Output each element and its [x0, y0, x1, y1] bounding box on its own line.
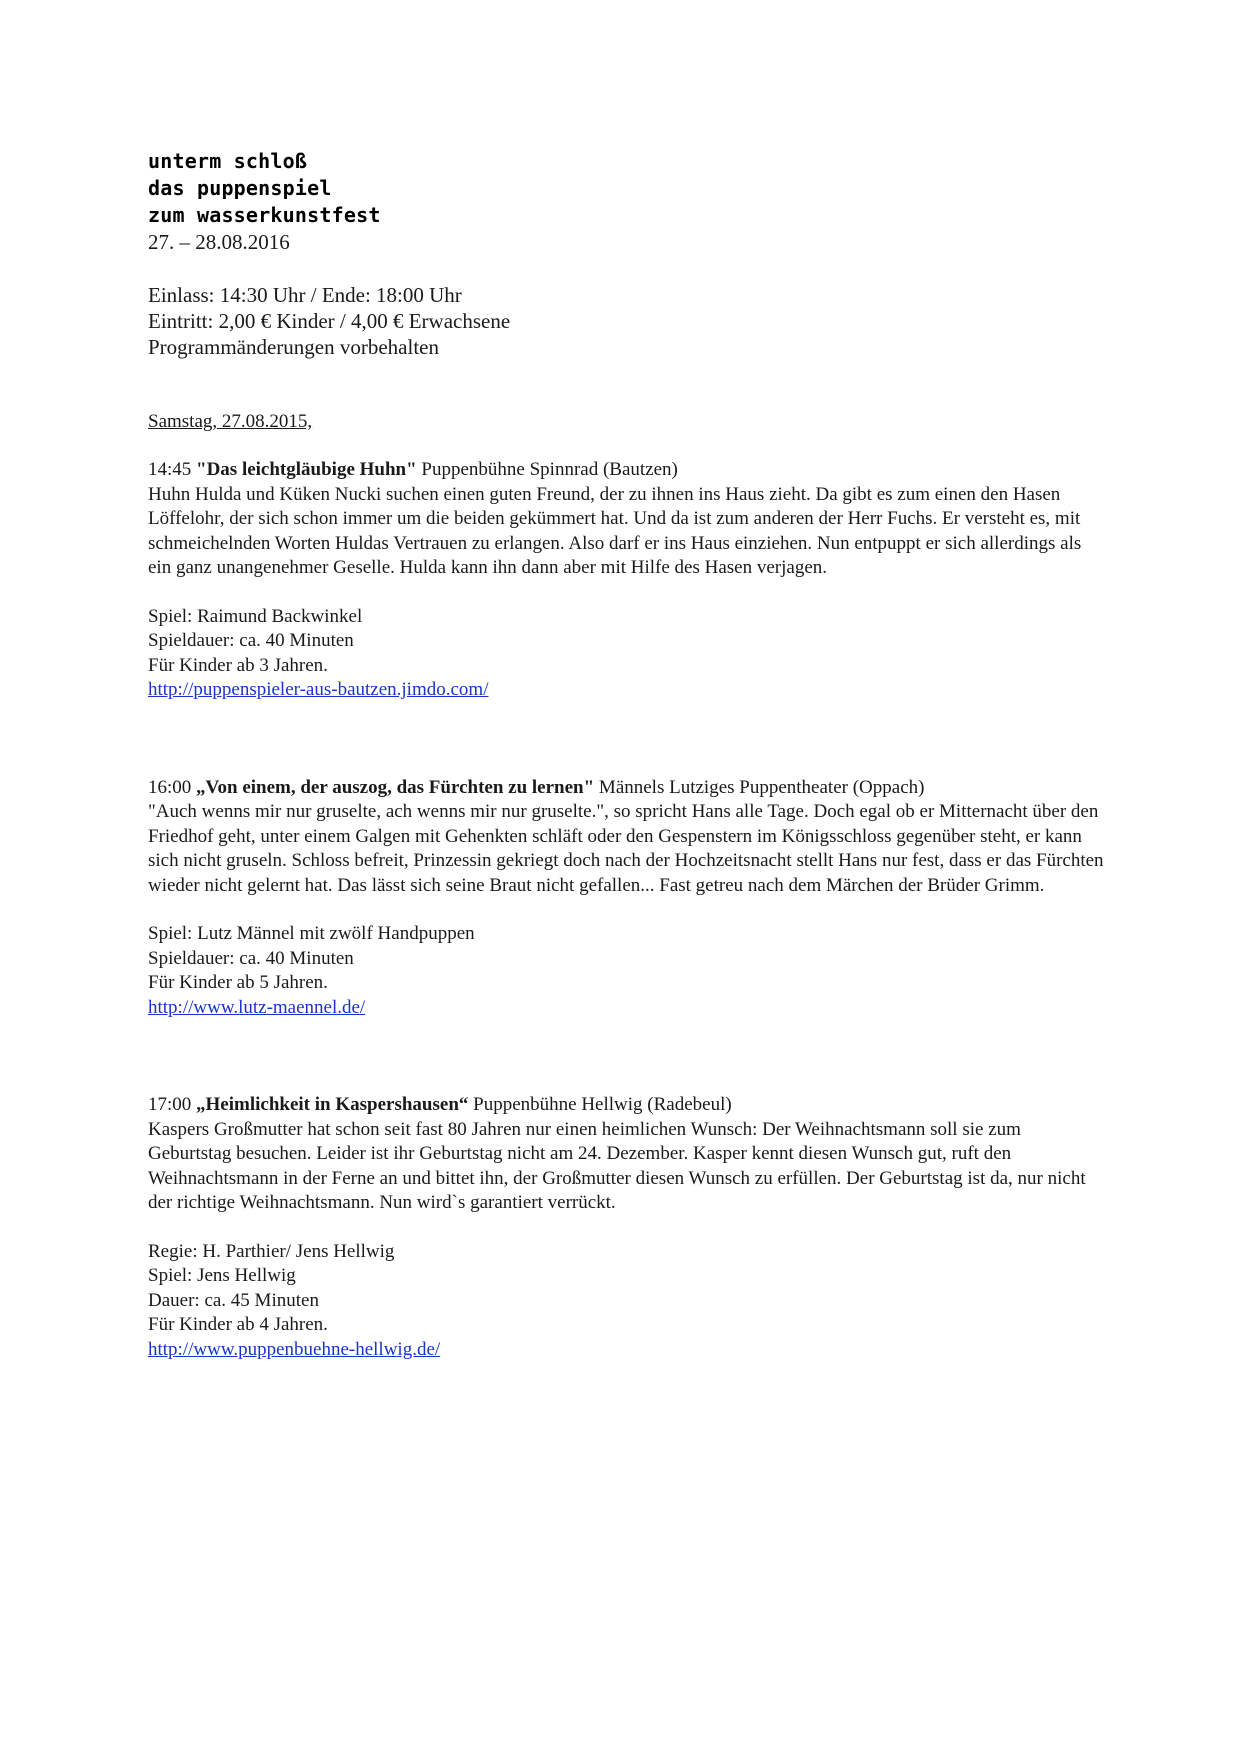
- event-company: Puppenbühne Hellwig (Radebeul): [473, 1094, 732, 1115]
- event-3: [148, 1093, 1108, 1362]
- credit-line: Für Kinder ab 3 Jahren.: [148, 654, 328, 676]
- title-line-3: zum wasserkunstfest: [148, 203, 381, 227]
- title-line-2: das puppenspiel: [148, 176, 332, 200]
- event-time: 16:00: [148, 776, 192, 798]
- event-credits: [148, 605, 1108, 703]
- event-title: „Von einem, der auszog, das Fürchten zu lernen": [196, 776, 595, 798]
- event-company: Männels Lutziges Puppentheater (Oppach): [598, 776, 925, 798]
- festival-dates: 27. – 28.08.2016: [148, 230, 290, 254]
- credit-line: Regie: H. Parthier/ Jens Hellwig: [148, 1240, 395, 1262]
- document-page: [148, 148, 1108, 1362]
- event-header: [148, 776, 1108, 801]
- info-block: [148, 282, 1108, 360]
- admission-times: Einlass: 14:30 Uhr / Ende: 18:00 Uhr: [148, 283, 462, 307]
- event-description: "Auch wenns mir nur gruselte, ach wenns mir nur gruselte.", so spricht Hans alle Tage. Doch egal ob er Mitternacht über den Friedhof geht, unter einem Galgen mit Gehenkten schläft oder den Gespenstern im Königsschloss gegenüber steht, er kann sich nicht gruseln. Schloss befreit, Prinzessin gekriegt doch nach der Hochzeitsnacht stellt Hans nur fest, dass er das Fürchten wieder nicht gelernt hat. Das lässt sich seine Braut nicht gefallen... Fast getreu nach dem Märchen der Brüder Grimm.: [148, 801, 1104, 896]
- event-description: Kaspers Großmutter hat schon seit fast 80 Jahren nur einen heimlichen Wunsch: Der Weihnachtsmann soll sie zum Geburtstag besuchen. Leider ist ihr Geburtstag nicht am 24. Dezember. Kasper kennt diesen Wunsch gut, ruft den Weihnachtsmann in der Ferne an und bittet ihn, der Großmutter diesen Wunsch zu erfüllen. Der Geburtstag ist da, nur nicht der richtige Weihnachtsmann. Nun wird`s garantiert verrückt.: [148, 1118, 1086, 1213]
- admission-price: Eintritt: 2,00 € Kinder / 4,00 € Erwachsene: [148, 309, 511, 333]
- event-company: Puppenbühne Spinnrad (Bautzen): [421, 459, 678, 480]
- event-credits: [148, 922, 1108, 1020]
- title-line-1: unterm schloß: [148, 149, 308, 173]
- day-heading: Samstag, 27.08.2015,: [148, 411, 313, 432]
- program-note: Programmänderungen vorbehalten: [148, 335, 439, 359]
- credit-line: Für Kinder ab 5 Jahren.: [148, 972, 328, 993]
- document-header: [148, 148, 1108, 256]
- credit-line: Dauer: ca. 45 Minuten: [148, 1289, 319, 1311]
- event-website-link[interactable]: http://puppenspieler-aus-bautzen.jimdo.com/: [148, 679, 489, 700]
- event-website-link[interactable]: http://www.lutz-maennel.de/: [148, 996, 366, 1018]
- event-2: [148, 776, 1108, 1021]
- event-title: "Das leichtgläubige Huhn": [196, 459, 417, 480]
- event-credits: [148, 1240, 1108, 1363]
- credit-line: Spieldauer: ca. 40 Minuten: [148, 947, 354, 969]
- event-description: Huhn Hulda und Küken Nucki suchen einen guten Freund, der zu ihnen ins Haus zieht. Da gibt es zum einen den Hasen Löffelohr, der sich schon immer um die beiden gekümmert hat. Und da ist zum anderen der Herr Fuchs. Er versteht es, mit schmeichelnden Worten Huldas Vertrauen zu erlangen. Also darf er ins Haus einziehen. Nun entpuppt er sich allerdings als ein ganz unangenehmer Geselle. Hulda kann ihn dann aber mit Hilfe des Hasen verjagen.: [148, 483, 1082, 578]
- event-website-link[interactable]: http://www.puppenbuehne-hellwig.de/: [148, 1338, 441, 1360]
- credit-line: Spieldauer: ca. 40 Minuten: [148, 630, 354, 651]
- credit-line: Spiel: Jens Hellwig: [148, 1265, 296, 1286]
- event-header: [148, 458, 1108, 483]
- credit-line: Für Kinder ab 4 Jahren.: [148, 1314, 328, 1335]
- event-time: 14:45: [148, 459, 192, 480]
- credit-line: Spiel: Lutz Männel mit zwölf Handpuppen: [148, 923, 475, 944]
- credit-line: Spiel: Raimund Backwinkel: [148, 605, 363, 627]
- event-time: 17:00: [148, 1094, 192, 1115]
- event-title: „Heimlichkeit in Kaspershausen“: [196, 1094, 469, 1115]
- event-1: [148, 458, 1108, 703]
- event-header: [148, 1093, 1108, 1118]
